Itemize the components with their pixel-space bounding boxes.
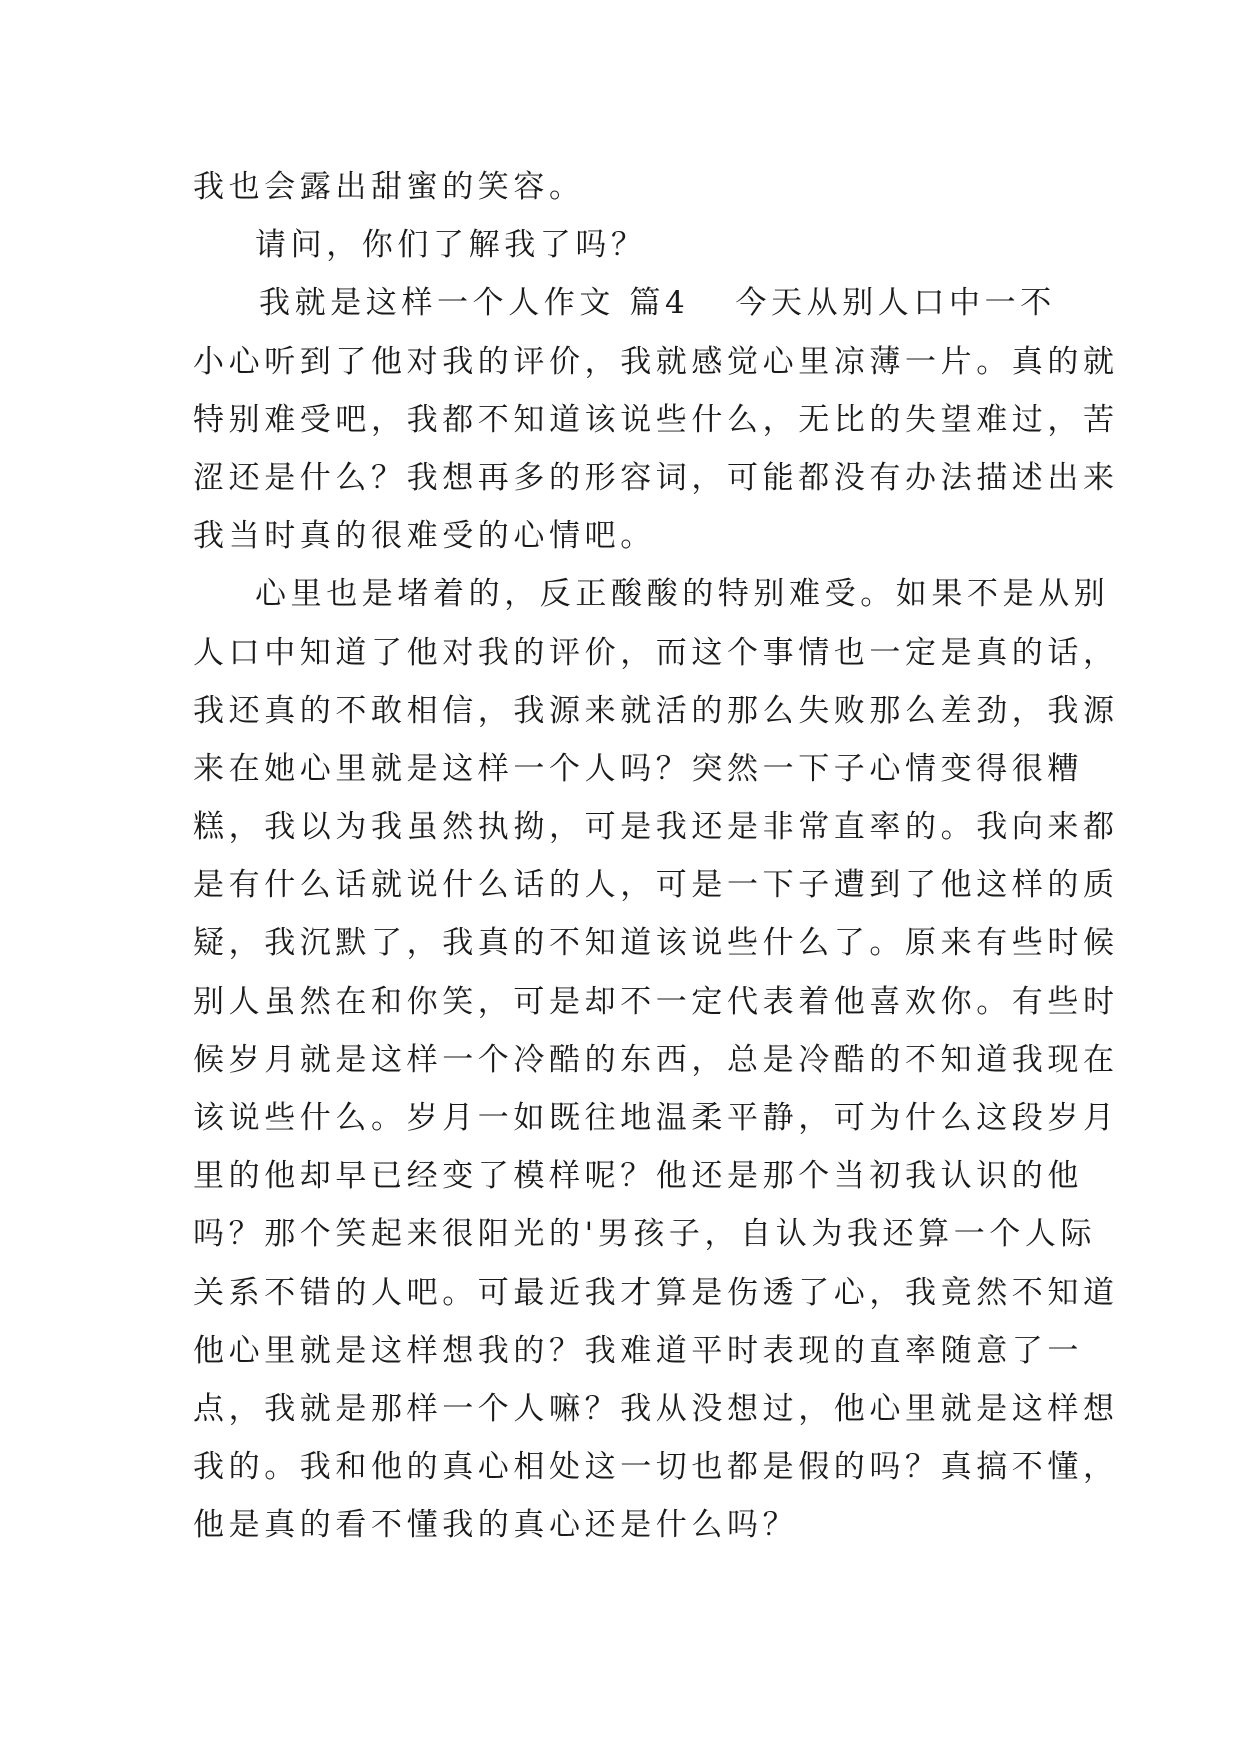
- paragraph-line: 疑，我沉默了，我真的不知道该说些什么了。原来有些时候: [193, 925, 1119, 962]
- essay-text: [193, 158, 1119, 1555]
- paragraph-line: 别人虽然在和你笑，可是却不一定代表着他喜欢你。有些时: [193, 983, 1119, 1020]
- paragraph-line: 我当时真的很难受的心情吧。: [193, 518, 656, 555]
- paragraph-line: 他是真的看不懂我的真心还是什么吗？: [193, 1507, 799, 1544]
- paragraph-line: 该说些什么。岁月一如既往地温柔平静，可为什么这段岁月: [193, 1100, 1119, 1136]
- paragraph-line: 心里也是堵着的，反正酸酸的特别难受。如果不是从别: [255, 576, 1110, 613]
- section-heading-line: [193, 274, 1056, 332]
- paragraph-line: 小心听到了他对我的评价，我就感觉心里凉薄一片。真的就: [193, 343, 1119, 380]
- question-line: 请问，你们了解我了吗？: [255, 227, 647, 264]
- section-heading: 我就是这样一个人作文 篇4: [259, 285, 690, 322]
- paragraph-line: 来在她心里就是这样一个人吗？突然一下子心情变得很糟: [193, 750, 1083, 787]
- paragraph-line: 他心里就是这样想我的？我难道平时表现的直率随意了一: [193, 1332, 1083, 1369]
- paragraph-line: 吗？那个笑起来很阳光的'男孩子，自认为我还算一个人际: [193, 1216, 1097, 1253]
- paragraph-line: 我的。我和他的真心相处这一切也都是假的吗？真搞不懂，: [193, 1449, 1119, 1486]
- paragraph-start: 今天从别人口中一不: [735, 285, 1056, 322]
- paragraph-line: 我也会露出甜蜜的笑容。: [193, 169, 585, 205]
- paragraph-line: 关系不错的人吧。可最近我才算是伤透了心，我竟然不知道: [193, 1274, 1119, 1311]
- paragraph-line: 特别难受吧，我都不知道该说些什么，无比的失望难过，苦: [193, 401, 1119, 438]
- paragraph-line: 我还真的不敢相信，我源来就活的那么失败那么差劲，我源: [193, 692, 1119, 729]
- paragraph-line: 是有什么话就说什么话的人，可是一下子遭到了他这样的质: [193, 867, 1119, 904]
- paragraph-line: 里的他却早已经变了模样呢？他还是那个当初我认识的他: [193, 1158, 1083, 1195]
- paragraph-line: 糕，我以为我虽然执拗，可是我还是非常直率的。我向来都: [193, 809, 1119, 846]
- paragraph-line: 涩还是什么？我想再多的形容词，可能都没有办法描述出来: [193, 459, 1119, 496]
- paragraph-line: 点，我就是那样一个人嘛？我从没想过，他心里就是这样想: [193, 1390, 1119, 1427]
- paragraph-line: 候岁月就是这样一个冷酷的东西，总是冷酷的不知道我现在: [193, 1041, 1119, 1078]
- paragraph-line: 人口中知道了他对我的评价，而这个事情也一定是真的话，: [193, 634, 1119, 671]
